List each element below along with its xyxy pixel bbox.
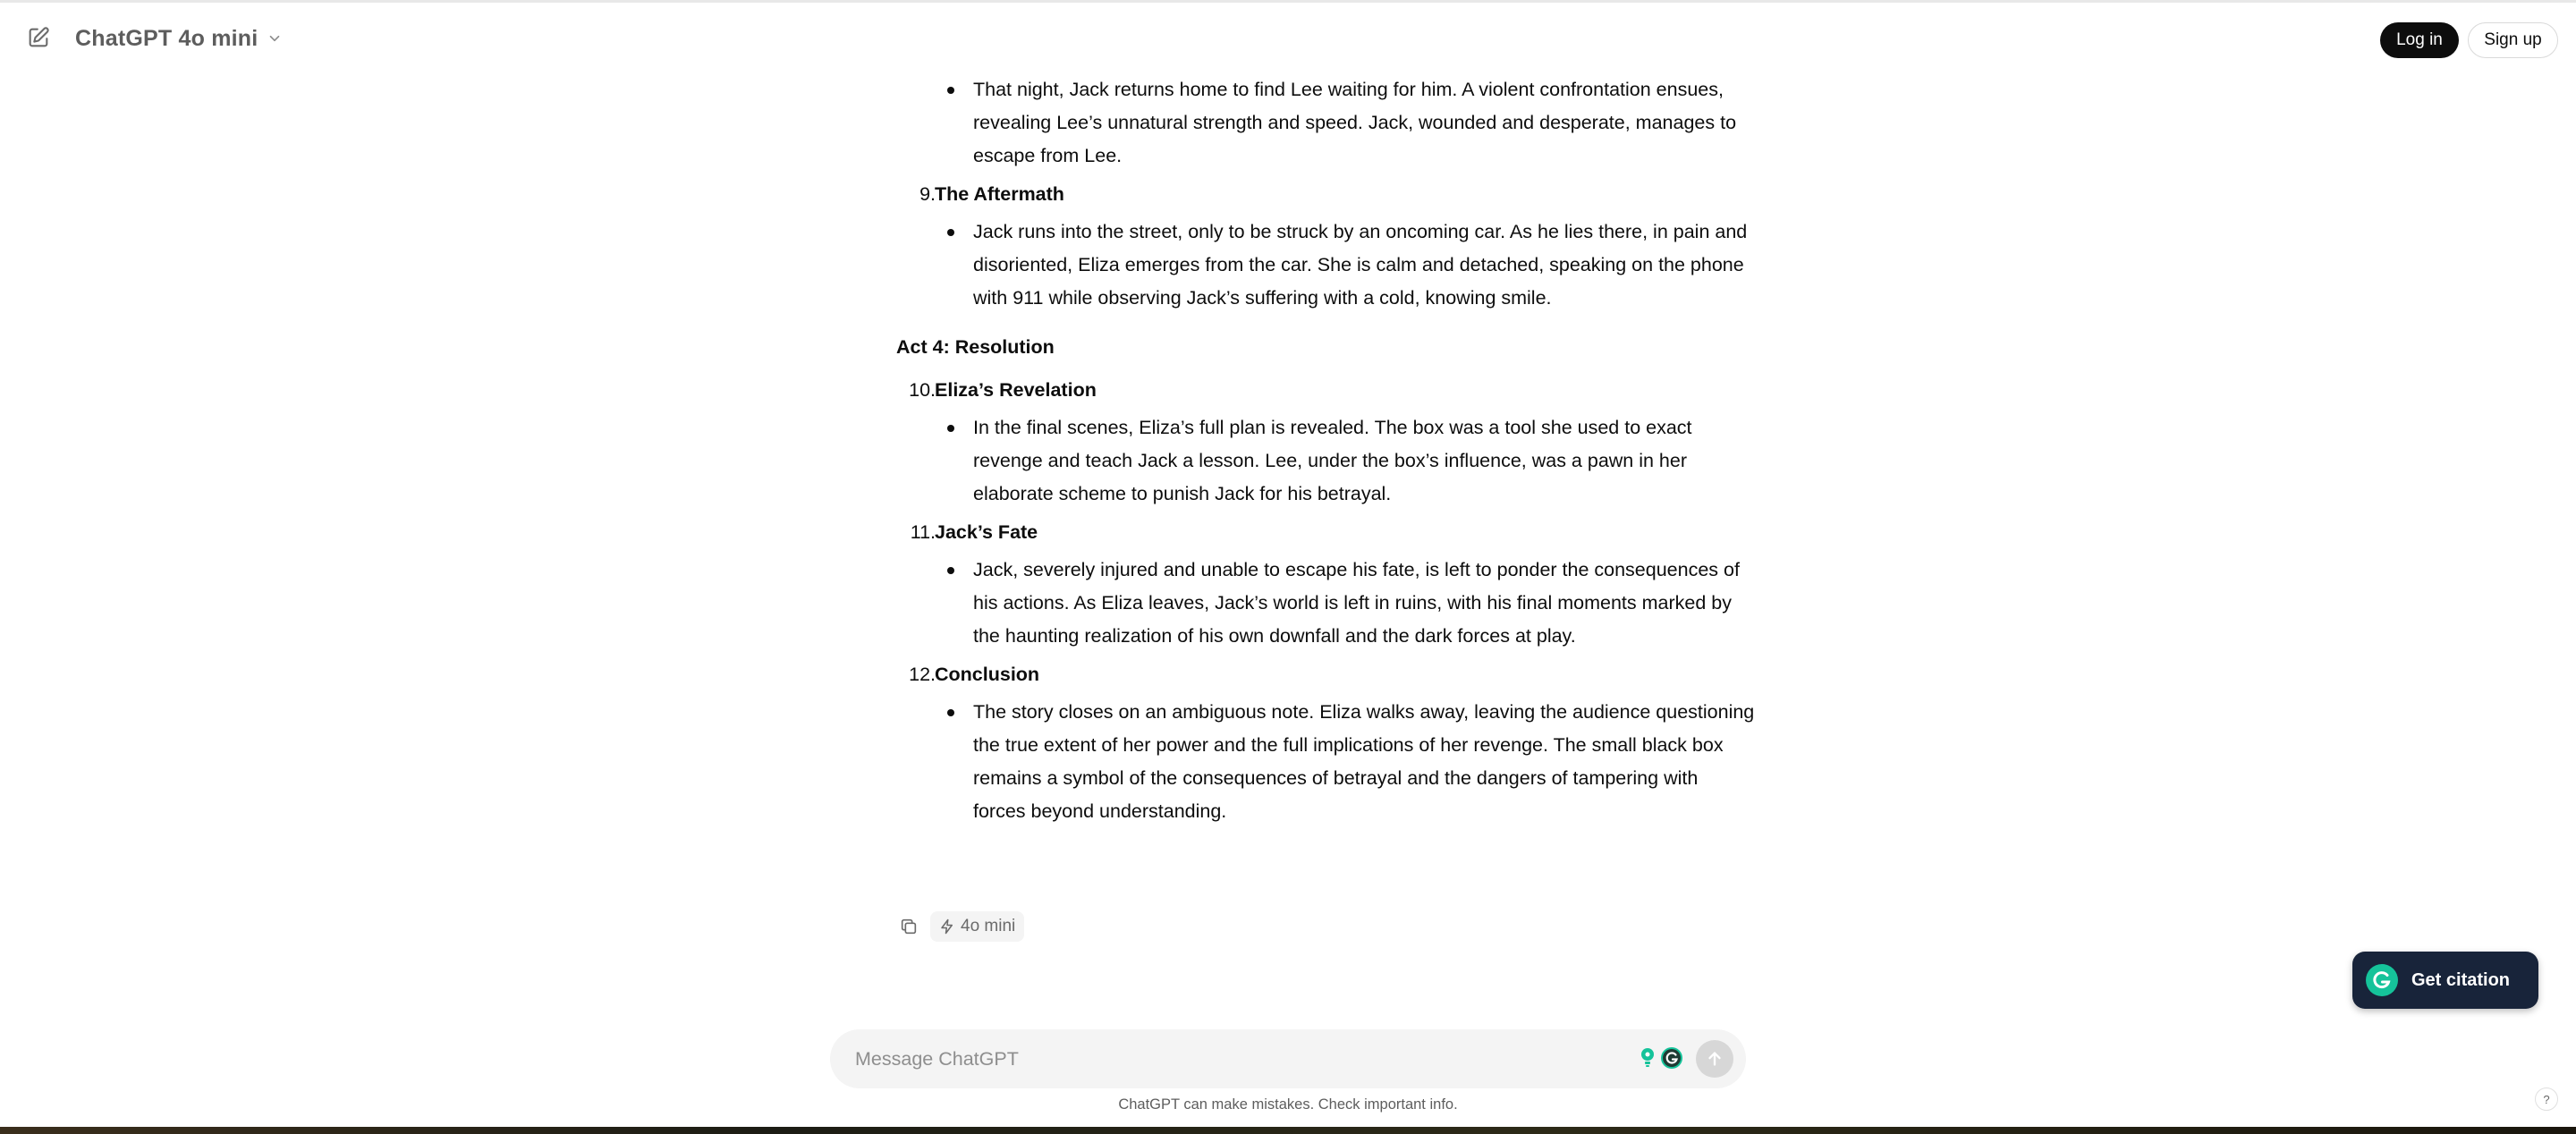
list-item-heading [896, 173, 1755, 216]
item-heading: The Aftermath [935, 182, 1064, 205]
bullet-dot [947, 229, 954, 236]
model-badge[interactable] [930, 911, 1024, 942]
chevron-down-icon [267, 30, 283, 47]
list-item-bullet [896, 216, 1755, 315]
bullet-text: Jack runs into the street, only to be struck by an oncoming car. As he lies there, in pain and disoriented, Eliza emerges from the car. She is calm and detached, speaking on the phone with 911 while observing Jack’s suffering with a cold, knowing smile. [973, 221, 1748, 309]
message-input[interactable] [855, 1029, 1624, 1088]
bullet-dot [947, 567, 954, 574]
get-citation-label: Get citation [2411, 969, 2511, 990]
new-chat-button[interactable] [23, 22, 54, 53]
top-bar [0, 0, 2576, 72]
new-chat-icon [26, 25, 51, 50]
item-number: 10. [909, 378, 936, 401]
message-actions [894, 910, 1024, 943]
signup-button[interactable]: Sign up [2468, 22, 2558, 58]
item-heading: Conclusion [935, 663, 1040, 685]
list-item-bullet [896, 554, 1755, 653]
assistant-message [896, 54, 1755, 828]
disclaimer: ChatGPT can make mistakes. Check important info. [1118, 1096, 1458, 1113]
list-item-bullet [896, 411, 1755, 511]
get-citation-button[interactable] [2352, 952, 2538, 1009]
bolt-icon [939, 918, 955, 935]
login-button[interactable]: Log in [2380, 22, 2459, 58]
help-button[interactable]: ? [2535, 1087, 2558, 1111]
bullet-text: Jack, severely injured and unable to escape his fate, is left to ponder the consequences of his actions. As Eliza leaves, Jack’s world is left in ruins, with his final moments marked by the haunting realization of his own downfall and the dark forces at play. [973, 559, 1740, 647]
list-item-bullet [896, 696, 1755, 828]
item-heading: Eliza’s Revelation [935, 378, 1097, 401]
list-item-bullet [896, 73, 1755, 173]
bullet-dot [947, 87, 954, 94]
bullet-dot [947, 425, 954, 432]
copy-icon [899, 917, 919, 936]
model-badge-label: 4o mini [961, 917, 1016, 935]
bullet-dot [947, 709, 954, 716]
arrow-up-icon [1705, 1049, 1724, 1069]
background-strip [0, 1127, 2576, 1134]
model-switcher[interactable] [75, 22, 283, 55]
act-heading: Act 4: Resolution [896, 335, 1055, 358]
list-item-heading [896, 368, 1755, 411]
item-heading: Jack’s Fate [935, 520, 1038, 543]
model-name: ChatGPT 4o mini [75, 25, 258, 51]
copy-button[interactable] [894, 912, 923, 941]
send-button[interactable] [1696, 1040, 1733, 1078]
item-number: 9. [919, 182, 936, 205]
grammarly-icon [2365, 963, 2399, 997]
list-item-heading [896, 511, 1755, 554]
item-number: 12. [909, 663, 936, 685]
bullet-text: The story closes on an ambiguous note. Eliza walks away, leaving the audience questioning the true extent of her power and the full implications of her revenge. The small black box remains a symbol of the consequences of betrayal and the dangers of tampering with forces beyond understanding. [973, 701, 1755, 822]
message-composer [830, 1029, 1746, 1088]
bullet-text: In the final scenes, Eliza’s full plan is revealed. The box was a tool she used to exact revenge and teach Jack a lesson. Lee, under the box’s influence, was a pawn in her elaborate scheme to punish Jack for his betrayal. [973, 417, 1692, 504]
lightbulb-icon[interactable] [1638, 1045, 1657, 1071]
bullet-text: That night, Jack returns home to find Lee waiting for him. A violent confrontation ensues, revealing Lee’s unnatural strength and speed. Jack, wounded and desperate, manages to escape from Lee. [973, 79, 1737, 166]
list-item-heading [896, 653, 1755, 696]
grammarly-extension-icon[interactable] [1660, 1046, 1683, 1070]
item-number: 11. [910, 520, 936, 543]
